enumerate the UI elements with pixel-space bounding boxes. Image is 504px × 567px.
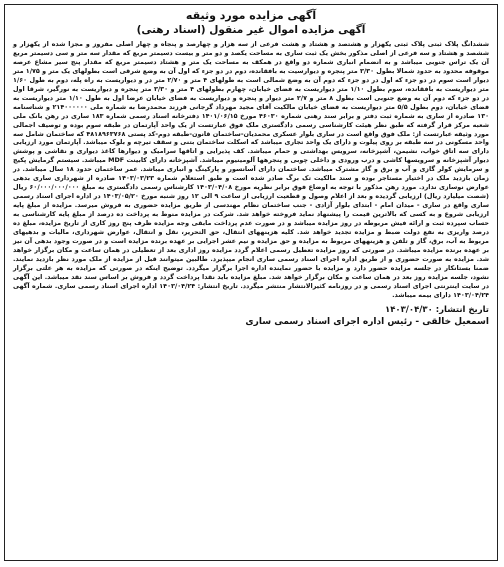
signature-line: اسمعیل خالقی - رئیس اداره اجرای اسناد رسمی ساری — [245, 316, 489, 327]
publish-date-line — [13, 304, 489, 316]
publish-date-label: تاریخ انتشار: — [435, 304, 489, 315]
notice-body: ششدانگ پلاک ثبتی پلاک ثبتی یکهزار و هشتصد و هشتاد و هشت فرعی از سه هزار و چهارصد و پنجاه و چهار اصلی مفروز و مجزا شده از یکهزار و ششصد و هشتاد و سه فرعی از اصلی مذکور بخش یک ثبت ساری به مساحت یکصد و دو متر و بیست دسیمتر مربع که مقدار سه متر و سی دسیمتر مربع آن یک تراس جنوبی میباشد و به انضمام انباری شماره دو واقع در همکف به مساحت یک متر و هشتاد دسیمتر مربع که مقدار پنج سیر مشاع عرصه موقوفه محدود به حدود شمالا بطول ۳/۳۰ متر پنجره و دیوارسیت به بافقانده، دوم در دو جزء که اول آن به وضع شرقی است بطولهای یک متر و ۱/۷۵ متر دیوار است سوم در دو جزء که اول در دو جزء که دوم آن به وضع شمالی است به طولهای ۴ متر و ۲/۷۰ متر در و دیواریست به راه پله، دوم به طول ۱/۶۰ متر دیواریست به بافقانده، سوم بطول ۱/۱۰ متر دیواریست به فضای خیابان، چهارم بطولهای ۴ متر و ۳/۳۰ متر پنجره و دیواریست به نورگیر، شرقا اول در دو جزء که دوم آن به وضع جنوبی است بطول ۸ متر و ۲/۷ متر دیوار و پنجره و دیواریست به فضای خیابان عرضا اول به طول ۱/۱۰ متر دیواریست به فضای خیابان، دوم بطول ۵/۵ متر دیواریست به فضای خیابان مالکیت آقای مجید مهرداد گرجانی فرزند محمدرضا به شماره ملی ۲۱۴۰۰۰۰۰۰ و شناسنامه ۱۳۰ صادره از ساری به شماره ثبت دفتر و برابر سند رهنی شماره ۴۶۰۳۰ مورخ ۱۴۰۱/۰۶/۱۵ دفترخانه اسناد رسمی شماره ۱۸۳ ساری در رهن بانک ملی شعبه مرکز قرار گرفته که طبق نظر هیئت کارشناسی رسمی دادگستری ملک فوق عبارتست از یک واحد آپارتمان در طبقه سوم بوده و توصیف اجمالی مورد وثیقه عبارتست از: ملک فوق واقع است در ساری بلوار عسکری محمدیان-ساختمان قانون-طبقه دوم-کد پستی ۴۸۱۸۹۶۳۷۶۸ که ساختمان شامل سه واحد مسکونی در سه طبقه بر روی پیلوت و دارای یک واحد تجاری میباشد که اسکلت ساختمان بتنی و سقف تیرچه و بلوک میباشد. آپارتمان مورد ارزیابی دارای سه اتاق خواب، نشیمن، آشپزخانه، سرویس بهداشتی و حمام میباشد. کف پذیرایی و اتاقها سرامیک و دیوارها کاغذ دیواری و نقاشی و پوشش دیوار آشپزخانه و سرویسها کاشی و درب ورودی و داخلی چوبی و پنجرهها آلومینیوم میباشد. آشپزخانه دارای کابینت MDF میباشد. سیستم گرمایش پکیج و سرمایش کولر گازی و آب و برق و گاز مشترک میباشد. ساختمان دارای آسانسور و پارکینگ و انباری میباشد. عمر ساختمان حدود ۱۸ سال میباشد. در زمان بازدید ملک در اختیار مستاجر بوده و سند مالکیت تک برگ صادر شده است و طبق استعلام شماره ۱۴۰۳/۰۳/۲۳ صادره از شهرداری ساری بدهی عوارض نوسازی ندارد. مورد رهن مذکور با توجه به اوضاع فوق برابر نظریه مورخ ۱۴۰۳/۰۴/۰۸ کارشناس رسمی دادگستری به مبلغ ۶۰/۰۰۰/۰۰۰/۰۰۰ ریال (شصت میلیارد ریال) ارزیابی گردیده و بعد از اعلام وصول و قطعیت ارزیابی از ساعت ۹ الی ۱۲ روز شنبه مورخ ۱۴۰۳/۰۵/۲۰ در اداره اجرای اسناد رسمی ساری واقع در ساری - میدان امام - ابتدای بلوار آزادی - جنب ساختمان نظام مهندسی از طریق مزایده حضوری به فروش میرسد. مزایده از مبلغ پایه ارزیابی شروع و به کسی که بالاترین قیمت را پیشنهاد نماید فروخته خواهد شد. شرکت در مزایده منوط به پرداخت ده درصد از مبلغ پایه کارشناسی به حساب سپرده ثبت و ارائه فیش مربوطه در روز مزایده میباشد و در صورت عدم پرداخت مابقی وجه مزایده ظرف پنج روز کاری از تاریخ مزایده، مبلغ ده درصد واریزی به نفع دولت ضبط و مزایده تجدید خواهد شد. کلیه هزینههای انتقال، حق التحریر، نقل و انتقال، عوارض شهرداری، مالیات و بدهیهای مربوط به آب، برق، گاز و تلفن و هزینههای مربوط به مزایده و حق مزایده و نیم عشر اجرایی بر عهده برنده مزایده است و در صورت وجود بدهی آن نیز بر عهده برنده مزایده میباشد. در صورتی که روز مزایده تعطیل رسمی اعلام گردد مزایده روز اداری بعد از تعطیلی در همان ساعت و مکان برگزار خواهد شد. مزایده به صورت حضوری و از طریق اداره اجرای اسناد رسمی ساری انجام میپذیرد. طالبین میتوانند قبل از مزایده از ملک مورد نظر بازدید نمایند. ضمنا بستانکار در جلسه مزایده حضور دارد و مزایده با حضور نماینده اداره اجرا برگزار میگردد. توضیح اینکه در صورتی که مزایده به هر علتی برگزار نشود، جلسه مزایده روز بعد در همان ساعت و مکان برگزار خواهد شد. مبلغ مزایده باید نقدا پرداخت گردد و فروش بر اساس سند نقد میباشد. این آگهی در سایت اینترنتی اجرای اسناد رسمی و در روزنامه کثیرالانتشار منتشر میگردد. تاریخ انتشار: ۱۴۰۳/۰۴/۲۴ اداره اجرای اسناد رسمی ساری. شماره آگهی ۱۴۰۳/۰۴/۲۴ دارای بیمه میباشد. — [13, 40, 490, 299]
notice-subtitle: آگهی مزایده اموال غیر منقول (اسناد رهنی) — [136, 24, 366, 36]
notice-title: آگهی مزایده مورد وثیقه — [185, 9, 317, 22]
publish-date-value: ۱۴۰۳/۰۴/۳۰ — [385, 304, 433, 315]
auction-notice — [4, 4, 498, 561]
